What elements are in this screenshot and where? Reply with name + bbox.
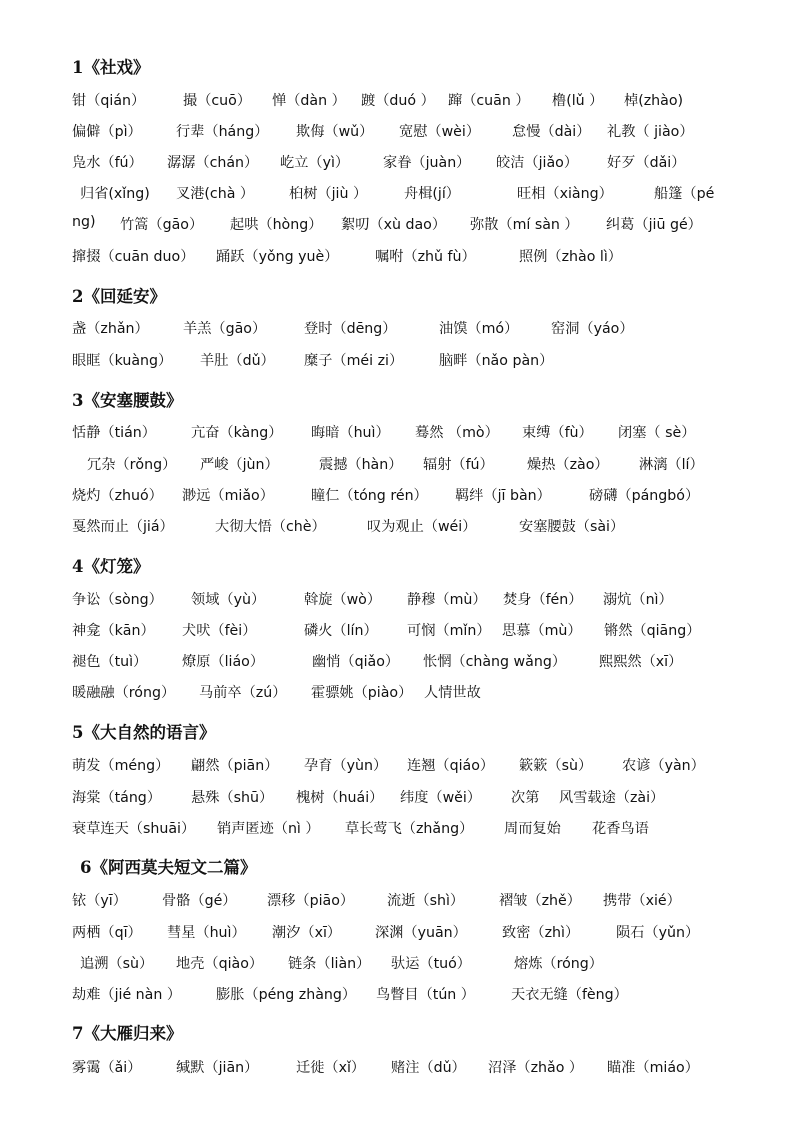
word-entry: 鸟瞥目（tún ） (376, 987, 475, 1003)
section-title-6: 6《阿西莫夫短文二篇》 (80, 858, 257, 877)
word-entry: 铱（yī） (72, 893, 127, 909)
word-entry: 渺远（miǎo） (182, 488, 274, 504)
word-entry: 纠葛（jiū gé） (606, 217, 702, 233)
word-entry: 橹(lǔ ） (552, 93, 604, 109)
section-title-1: 1《社戏》 (72, 58, 150, 77)
word-entry: 窑洞（yáo） (551, 321, 634, 337)
word-entry: 劫难（jié nàn ） (72, 987, 182, 1003)
word-entry: 海棠（táng） (72, 790, 162, 806)
word-entry: 羊羔（gāo） (183, 321, 267, 337)
word-entry: 簌簌（sù） (519, 758, 593, 774)
word-entry: 冗杂（rǒng） (87, 457, 177, 473)
word-entry: 烧灼（zhuó） (72, 488, 163, 504)
word-entry: 宽慰（wèi） (399, 124, 481, 140)
word-entry: 怅惘（chàng wǎng） (423, 654, 567, 670)
word-entry: 羁绊（jī bàn） (455, 488, 551, 504)
word-entry: 震撼（hàn） (319, 457, 403, 473)
word-entry: 严峻（jùn） (200, 457, 279, 473)
word-entry: 安塞腰鼓（sài） (519, 519, 625, 535)
word-entry: 斡旋（wò） (304, 592, 382, 608)
word-entry: 风雪载途（zài） (559, 790, 665, 806)
word-entry: 静穆（mù） (407, 592, 487, 608)
word-entry: 两栖（qī） (72, 925, 142, 941)
word-entry: 萌发（méng） (72, 758, 170, 774)
word-entry: 褪色（tuì） (72, 654, 148, 670)
word-entry: 屹立（yì） (280, 155, 350, 171)
word-entry: 桕树（jiù ） (289, 186, 368, 202)
word-entry: 赌注（dǔ） (391, 1060, 466, 1076)
word-entry: 周而复始 (504, 821, 561, 837)
word-entry: 絮叨（xù dao） (341, 217, 447, 233)
word-entry: 撺掇（cuān duo） (72, 249, 195, 265)
word-entry: 思慕（mù） (502, 623, 582, 639)
word-entry: 溺炕（nì） (603, 592, 673, 608)
word-entry: 亢奋（kàng） (191, 425, 283, 441)
word-entry: 衰草连天（shuāi） (72, 821, 196, 837)
word-entry: 叹为观止（wéi） (367, 519, 477, 535)
word-entry: 欺侮（wǔ） (296, 124, 374, 140)
word-entry: 晦暗（huì） (311, 425, 390, 441)
word-entry: 陨石（yǔn） (616, 925, 700, 941)
word-entry: 携带（xié） (603, 893, 681, 909)
word-entry: 沼泽（zhǎo ） (488, 1060, 584, 1076)
word-entry: 盏（zhǎn） (72, 321, 149, 337)
word-entry: 翩然（piān） (191, 758, 279, 774)
word-entry: 褶皱（zhě） (499, 893, 581, 909)
word-entry: 纬度（wěi） (400, 790, 482, 806)
section-title-3: 3《安塞腰鼓》 (72, 391, 183, 410)
word-entry: 恬静（tián） (72, 425, 156, 441)
word-entry: 照例（zhào lì） (519, 249, 622, 265)
word-entry: 舟楫(jí） (404, 186, 460, 202)
word-entry: 潮汐（xī） (272, 925, 342, 941)
word-entry: 船篷（pé (654, 186, 715, 202)
word-entry: 孕育（yùn） (304, 758, 388, 774)
word-entry: 归省(xǐng) (80, 186, 150, 202)
word-entry: 槐树（huái） (296, 790, 384, 806)
word-entry: 糜子（méi zi） (304, 353, 404, 369)
word-entry: 幽悄（qiǎo） (312, 654, 400, 670)
word-entry: 熙熙然（xī） (599, 654, 683, 670)
section-title-5: 5《大自然的语言》 (72, 723, 216, 742)
word-entry: 辐射（fú） (423, 457, 494, 473)
word-entry: 漂移（piāo） (267, 893, 355, 909)
word-entry: 地壳（qiào） (176, 956, 264, 972)
word-entry: 竹篙（gāo） (120, 217, 204, 233)
word-entry: 行辈（háng） (176, 124, 269, 140)
word-entry: 霍骠姚（piào） (311, 685, 413, 701)
word-entry: 彗星（huì） (167, 925, 246, 941)
word-entry: 蓦然 （mò） (415, 425, 499, 441)
word-entry: 眼眶（kuàng） (72, 353, 173, 369)
word-entry: 撮（cuō） (183, 93, 252, 109)
word-entry: 迁徙（xǐ） (296, 1060, 366, 1076)
section-title-7: 7《大雁归来》 (72, 1024, 183, 1043)
word-entry: 束缚（fù） (522, 425, 593, 441)
word-entry: 燥热（zào） (527, 457, 609, 473)
section-title-2: 2《回延安》 (72, 287, 166, 306)
word-entry: 踱（duó ） (361, 93, 435, 109)
word-entry: 追溯（sù） (80, 956, 154, 972)
word-entry: 雾霭（ǎi） (72, 1060, 142, 1076)
word-entry: 好歹（dǎi） (607, 155, 686, 171)
word-entry: 凫水（fú） (72, 155, 143, 171)
word-entry: 销声匿迹（nì ） (217, 821, 320, 837)
word-entry: 皎洁（jiǎo） (496, 155, 579, 171)
word-entry: 怠慢（dài） (512, 124, 591, 140)
word-entry: 缄默（jiān） (176, 1060, 259, 1076)
word-entry: 膨胀（péng zhàng） (216, 987, 357, 1003)
word-entry: 天衣无缝（fèng） (511, 987, 628, 1003)
word-entry: 淋漓（lí） (639, 457, 704, 473)
word-entry: 致密（zhì） (502, 925, 580, 941)
word-entry: 弥散（mí sàn ） (470, 217, 579, 233)
word-entry: 悬殊（shū） (191, 790, 274, 806)
word-entry: 骨骼（gé） (162, 893, 237, 909)
word-entry: 马前卒（zú） (199, 685, 287, 701)
word-entry: 戛然而止（jiá） (72, 519, 174, 535)
word-entry: 瞄准（miáo） (607, 1060, 699, 1076)
word-entry: 磷火（lín） (304, 623, 378, 639)
word-entry: 草长莺飞（zhǎng） (345, 821, 474, 837)
word-entry: 花香鸟语 (592, 821, 649, 837)
word-entry: 次第 (511, 790, 540, 806)
word-entry: 锵然（qiāng） (604, 623, 701, 639)
word-entry: 农谚（yàn） (622, 758, 705, 774)
word-entry: ng) (72, 214, 96, 230)
word-entry: 蹿（cuān ） (448, 93, 530, 109)
word-entry: 偏僻（pì） (72, 124, 142, 140)
word-entry: 油馍（mó） (439, 321, 519, 337)
word-entry: 闭塞（ sè） (618, 425, 696, 441)
word-entry: 流逝（shì） (387, 893, 465, 909)
word-entry: 瞳仁（tóng rén） (311, 488, 428, 504)
word-entry: 登时（dēng） (304, 321, 397, 337)
word-entry: 领域（yù） (191, 592, 266, 608)
word-entry: 链条（liàn） (288, 956, 371, 972)
word-entry: 犬吠（fèi） (182, 623, 257, 639)
section-title-4: 4《灯笼》 (72, 557, 150, 576)
word-entry: 连翘（qiáo） (407, 758, 495, 774)
word-entry: 起哄（hòng） (230, 217, 323, 233)
word-entry: 钳（qián） (72, 93, 146, 109)
word-entry: 熔炼（róng） (514, 956, 603, 972)
word-entry: 棹(zhào) (624, 93, 684, 109)
word-entry: 踊跃（yǒng yuè） (216, 249, 339, 265)
word-entry: 燎原（liáo） (182, 654, 265, 670)
word-entry: 磅礴（pángbó） (589, 488, 700, 504)
word-entry: 驮运（tuó） (391, 956, 471, 972)
word-entry: 可悯（mǐn） (407, 623, 491, 639)
word-entry: 家眷（juàn） (383, 155, 471, 171)
word-entry: 人情世故 (424, 685, 481, 701)
word-entry: 旺相（xiàng） (517, 186, 613, 202)
word-entry: 礼教（ jiào） (607, 124, 694, 140)
word-entry: 羊肚（dǔ） (200, 353, 275, 369)
word-entry: 潺潺（chán） (167, 155, 259, 171)
word-entry: 嘱咐（zhǔ fù） (375, 249, 476, 265)
word-entry: 脑畔（nǎo pàn） (439, 353, 554, 369)
word-entry: 惮（dàn ） (272, 93, 346, 109)
word-entry: 暖融融（róng） (72, 685, 176, 701)
word-entry: 争讼（sòng） (72, 592, 163, 608)
word-entry: 叉港(chà ） (176, 186, 255, 202)
word-entry: 深渊（yuān） (375, 925, 467, 941)
word-entry: 大彻大悟（chè） (215, 519, 326, 535)
word-entry: 神龛（kān） (72, 623, 155, 639)
word-entry: 焚身（fén） (503, 592, 583, 608)
